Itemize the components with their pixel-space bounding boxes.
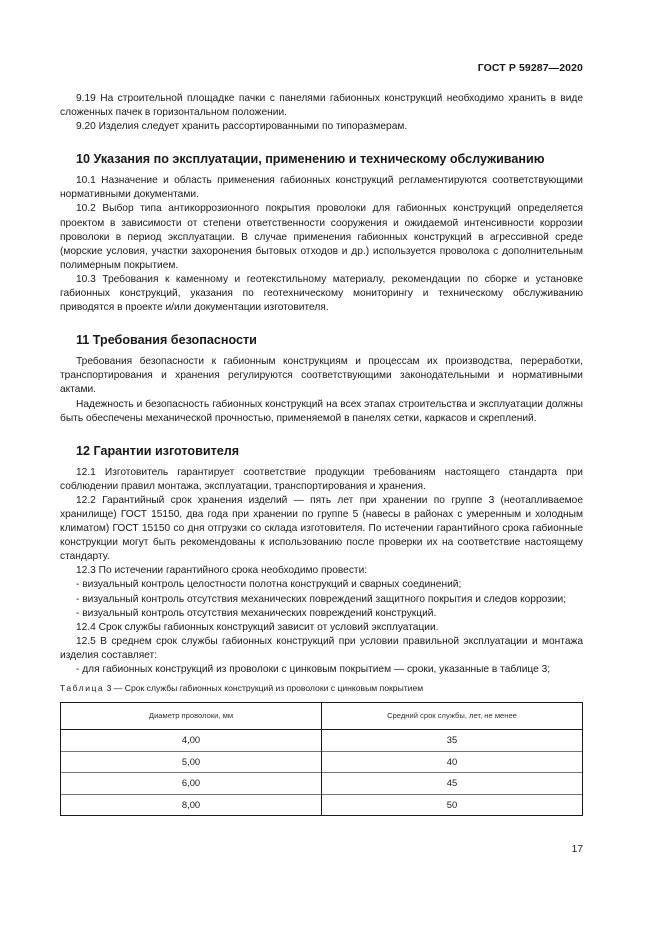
column-header-service-life: Средний срок службы, лет, не менее	[322, 703, 583, 730]
paragraph-9-20: 9.20 Изделия следует хранить рассортированными по типоразмерам.	[76, 121, 408, 133]
table-header-row	[61, 703, 583, 730]
cell-service-life: 35	[322, 730, 583, 752]
section-11-title: 11 Требования безопасности	[76, 333, 257, 348]
paragraph-10-1: 10.1 Назначение и область применения габионных конструкций регламентируются соответствующими нормативными документами.	[60, 175, 583, 201]
cell-diameter: 6,00	[61, 773, 322, 795]
table-caption	[60, 681, 583, 695]
paragraph-12-1: 12.1 Изготовитель гарантирует соответствие продукции требованиям настоящего стандарта при соблюдении правил монтажа, эксплуатации, транспортирования и хранения.	[60, 466, 583, 492]
column-header-diameter: Диаметр проволоки, мм	[61, 703, 322, 730]
paragraph-12-3: 12.3 По истечении гарантийного срока необходимо провести:	[76, 565, 368, 577]
paragraph-12-4: 12.4 Срок службы габионных конструкций зависит от условий эксплуатации.	[76, 621, 439, 633]
table-row	[61, 730, 583, 752]
list-item: - визуальный контроль целостности полотна конструкций и сварных соединений;	[76, 579, 462, 591]
cell-service-life: 40	[322, 751, 583, 773]
cell-service-life: 45	[322, 773, 583, 795]
table-row	[61, 794, 583, 816]
paragraph-10-2: 10.2 Выбор типа антикоррозионного покрытия проволоки для габионных конструкций определяется проектом в зависимости от степени ответственности сооружения и ожидаемой интенсивности коррозии проволоки в период эксплуатации. В случае применения габионных конструкций в агрессивной среде (морские условия, участки захоронения бытовых отходов и др.) используется проволока с дополнительным полимерным покрытием.	[60, 203, 583, 271]
paragraph-10-3: 10.3 Требования к каменному и геотекстильному материалу, рекомендации по сборке и установке габионных конструкций, указания по геотехническому мониторингу и техническому обслуживанию приводятся в проекте и/или документации изготовителя.	[60, 273, 583, 314]
service-life-table	[60, 702, 583, 816]
list-item: - визуальный контроль отсутствия механических повреждений защитного покрытия и следов коррозии;	[76, 593, 567, 605]
cell-diameter: 4,00	[61, 730, 322, 752]
cell-diameter: 5,00	[61, 751, 322, 773]
page-content	[60, 92, 583, 816]
table-row	[61, 751, 583, 773]
cell-diameter: 8,00	[61, 794, 322, 816]
paragraph-9-19: 9.19 На строительной площадке пачки с панелями габионных конструкций необходимо хранить в виде сложенных пачек в горизонтальном положении.	[60, 93, 583, 119]
table-row	[61, 773, 583, 795]
paragraph-12-2: 12.2 Гарантийный срок хранения изделий — пять лет при хранении по группе 3 (неотапливаемое хранилище) ГОСТ 15150, два года при хранении по группе 5 (навесы в районах с умеренным и холодным климатом) ГОСТ 15150 со дня отгрузки со склада изготовителя. По истечении гарантийного срока габионные конструкции могут быть рекомендованы к использованию после проверки их на соответствие настоящему стандарту.	[60, 494, 583, 563]
paragraph-12-5: 12.5 В среднем срок службы габионных конструкций при условии правильной эксплуатации и монтажа изделия составляет:	[60, 635, 583, 661]
list-item: - для габионных конструкций из проволоки с цинковым покрытием — сроки, указанные в таблице 3;	[76, 664, 551, 675]
cell-service-life: 50	[322, 794, 583, 816]
section-12-title: 12 Гарантии изготовителя	[76, 443, 240, 458]
table-caption-text: 3 — Срок службы габионных конструкций из проволоки с цинковым покрытием	[104, 683, 424, 694]
paragraph-11-a: Требования безопасности к габионным конструкциям и процессам их производства, переработки, транспортирования и хранения регулируются соответствующими законодательными и нормативными актами.	[60, 356, 583, 396]
paragraph-11-b: Надежность и безопасность габионных конструкций на всех этапах строительства и эксплуатации должны быть обеспечены механической прочностью, применяемой в панелях сетки, каркасов и скреплений.	[60, 398, 583, 424]
table-caption-label: Таблица	[60, 683, 105, 694]
page-number: 17	[571, 844, 583, 855]
section-10-title: 10 Указания по эксплуатации, применению и техническому обслуживанию	[76, 152, 545, 167]
list-item: - визуальный контроль отсутствия механических повреждений конструкций.	[76, 607, 437, 619]
document-id-header: ГОСТ Р 59287—2020	[477, 62, 583, 74]
